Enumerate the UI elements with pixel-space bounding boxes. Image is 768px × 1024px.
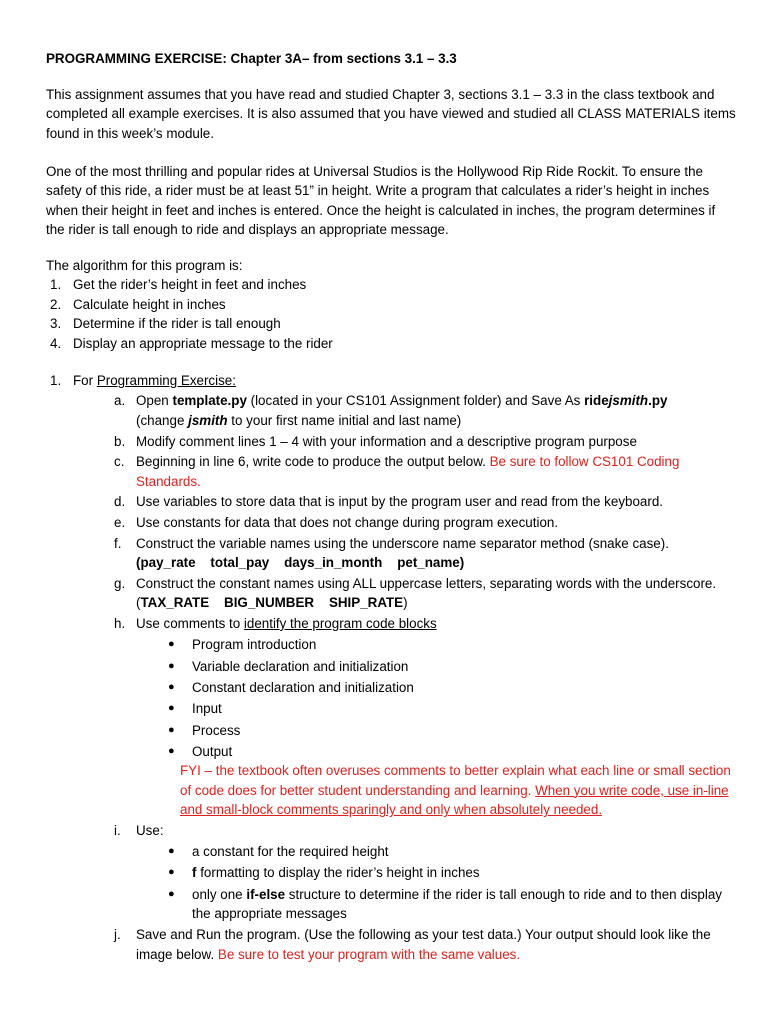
list-item: ● Output: [168, 743, 233, 759]
exercise-item-h: h. Use comments to identify the program code blocks ● Program introduction ● Variable declaration and initialization ● Constant declaration and initialization ● Input ● Process ● Output FYI – the textbook often overuses comments to better explain what each line or small section of code does for better student understanding and learning. When you write code, use in-line and small-block comments sparingly and only when absolutely needed.: [46, 614, 736, 820]
list-item: ● Input: [168, 701, 222, 717]
exercise-item-e: e. Use constants for data that does not change during program execution.: [114, 515, 559, 531]
constant-name-examples: TAX_RATE BIG_NUMBER SHIP_RATE: [140, 595, 404, 611]
exercise-section: [46, 371, 736, 966]
exercise-item-d: d. Use variables to store data that is input by the program user and read from the keyboard.: [114, 494, 663, 510]
document-title: PROGRAMMING EXERCISE: Chapter 3A– from sections 3.1 – 3.3: [46, 51, 457, 66]
algorithm-step: 3. Determine if the rider is tall enough: [50, 316, 281, 332]
list-item: ● f formatting to display the rider’s height in inches: [168, 865, 480, 881]
code-block-list: [136, 635, 736, 761]
fyi-note: FYI – the textbook often overuses comments to better explain what each line or small section of code does for better student understanding and learning. When you write code, use in-line and small-block comments sparingly and only when absolutely needed.: [180, 763, 731, 818]
exercise-item-i: i. Use: ● a constant for the required height ● f formatting to display the rider’s height in inches ● only one if-else structure to determine if the rider is tall enough to ride and to then display the appropriate messages: [46, 821, 736, 924]
variable-name-examples: (pay_rate total_pay days_in_month pet_name): [136, 555, 465, 571]
exercise-item-b: b. Modify comment lines 1 – 4 with your information and a descriptive program purpose: [114, 433, 637, 449]
exercise-item-c: c. Beginning in line 6, write code to produce the output below. Be sure to follow CS101 Coding Standards.: [114, 454, 680, 489]
list-item: ● Program introduction: [168, 637, 317, 653]
exercise-item-f: f. Construct the variable names using the underscore name separator method (snake case). (pay_rate total_pay days_in_month pet_name): [114, 535, 669, 571]
algorithm-step: 2. Calculate height in inches: [50, 296, 226, 312]
exercise-heading: 1. For Programming Exercise:: [50, 373, 236, 388]
list-item: ● Constant declaration and initialization: [168, 679, 414, 695]
description-paragraph: One of the most thrilling and popular rides at Universal Studios is the Hollywood Rip Ride Rockit. To ensure the safety of this ride, a rider must be at least 51” in height. Write a program that calculates a rider’s height in inches when their height in feet and inches is entered. Once the height is calculated in inches, the program determines if the rider is tall enough to ride and displays an appropriate message.: [46, 164, 716, 238]
use-list: [136, 842, 736, 923]
intro-paragraph: This assignment assumes that you have read and studied Chapter 3, sections 3.1 – 3.3 in the class textbook and completed all example exercises. It is also assumed that you have viewed and studied all CLASS MATERIALS items found in this week’s module.: [46, 87, 736, 141]
algorithm-section: [46, 256, 736, 353]
exercise-label: Programming Exercise:: [96, 373, 236, 388]
list-item: ● a constant for the required height: [168, 844, 389, 860]
list-item: ● Process: [168, 722, 241, 738]
algorithm-heading: The algorithm for this program is:: [46, 258, 243, 273]
list-item: ● Variable declaration and initialization: [168, 658, 409, 674]
exercise-item-j: j. Save and Run the program. (Use the following as your test data.) Your output should look like the image below. Be sure to test your program with the same values.: [114, 927, 711, 962]
exercise-item-g: g. Construct the constant names using ALL uppercase letters, separating words with the underscore. (TAX_RATE BIG_NUMBER SHIP_RATE): [114, 575, 717, 611]
algorithm-step: 4. Display an appropriate message to the rider: [50, 335, 333, 351]
algorithm-steps: [46, 275, 736, 353]
exercise-item-a: a. Open template.py (located in your CS101 Assignment folder) and Save As ridejsmith.py (change jsmith to your first name initial and last name): [114, 393, 668, 428]
algorithm-step: 1. Get the rider’s height in feet and inches: [50, 277, 307, 293]
list-item: ● only one if-else structure to determine if the rider is tall enough to ride and to then display the appropriate messages: [168, 886, 722, 922]
